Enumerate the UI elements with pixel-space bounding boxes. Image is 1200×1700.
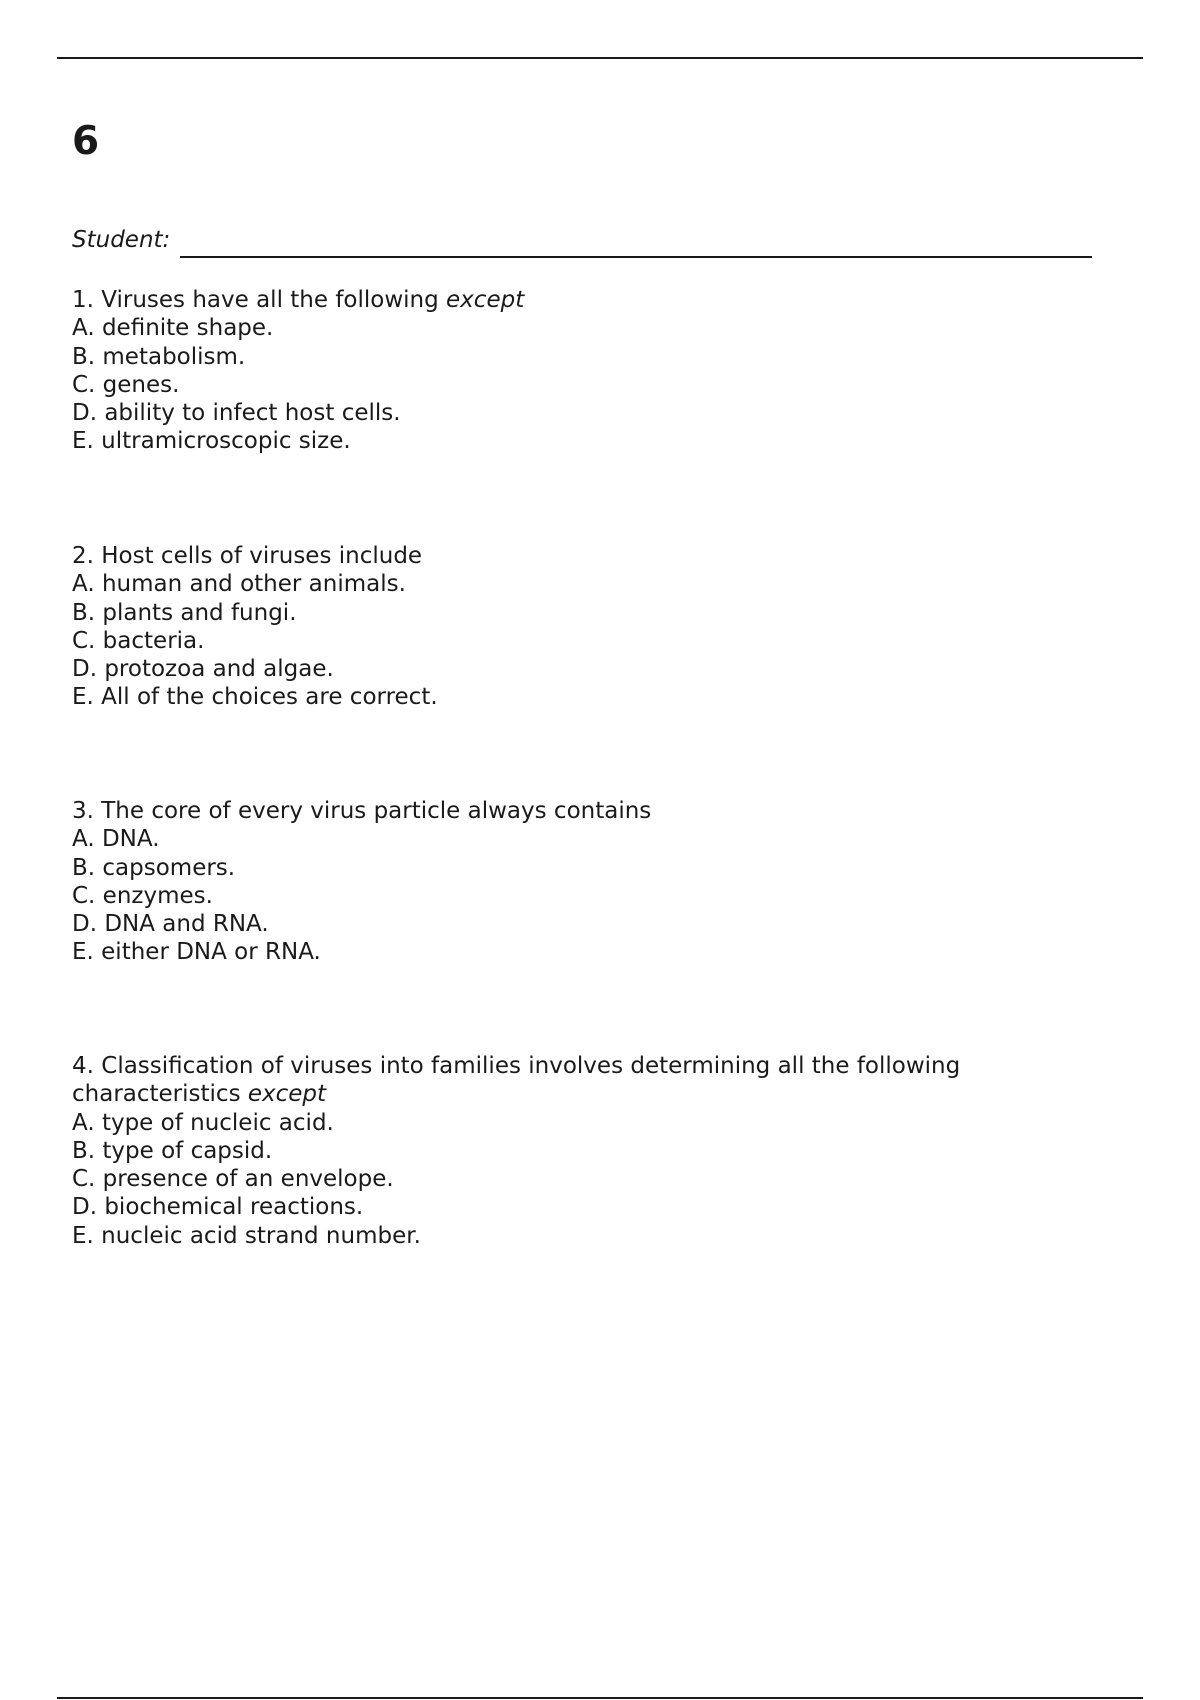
question-stem: 2. Host cells of viruses include (72, 543, 423, 569)
student-label: Student: (72, 227, 171, 253)
option-b: B. type of capsid. (72, 1137, 273, 1164)
option-c: C. bacteria. (72, 627, 205, 654)
question-stem: 1. Viruses have all the following except (72, 287, 525, 313)
question-3 (72, 797, 1072, 967)
top-rule (57, 57, 1143, 59)
stem-emphasis: except (446, 287, 525, 313)
option-c: C. enzymes. (72, 882, 213, 909)
question-2 (72, 542, 1072, 712)
page-number: 6 (72, 119, 100, 164)
option-d: D. DNA and RNA. (72, 911, 269, 938)
student-name-blank[interactable] (180, 232, 1092, 258)
question-1 (72, 286, 1072, 456)
option-e: E. either DNA or RNA. (72, 939, 321, 966)
question-stem: 4. Classification of viruses into families involves determining all the following characteristics except (72, 1053, 961, 1108)
option-c: C. presence of an envelope. (72, 1166, 394, 1193)
student-name-row (72, 225, 1092, 255)
option-d: D. biochemical reactions. (72, 1194, 364, 1221)
option-d: D. ability to infect host cells. (72, 400, 401, 427)
stem-emphasis: except (247, 1081, 327, 1108)
option-c: C. genes. (72, 371, 180, 398)
option-a: A. type of nucleic acid. (72, 1109, 334, 1136)
option-e: E. nucleic acid strand number. (72, 1222, 421, 1249)
option-b: B. metabolism. (72, 343, 246, 370)
option-b: B. plants and fungi. (72, 599, 297, 626)
option-a: A. DNA. (72, 826, 160, 853)
question-4 (72, 1052, 1072, 1250)
bottom-rule (57, 1697, 1143, 1699)
option-b: B. capsomers. (72, 854, 236, 881)
option-e: E. ultramicroscopic size. (72, 428, 351, 455)
option-e: E. All of the choices are correct. (72, 684, 438, 711)
option-a: A. definite shape. (72, 315, 274, 342)
question-stem: 3. The core of every virus particle always contains (72, 798, 652, 824)
option-d: D. protozoa and algae. (72, 656, 334, 683)
option-a: A. human and other animals. (72, 571, 406, 598)
